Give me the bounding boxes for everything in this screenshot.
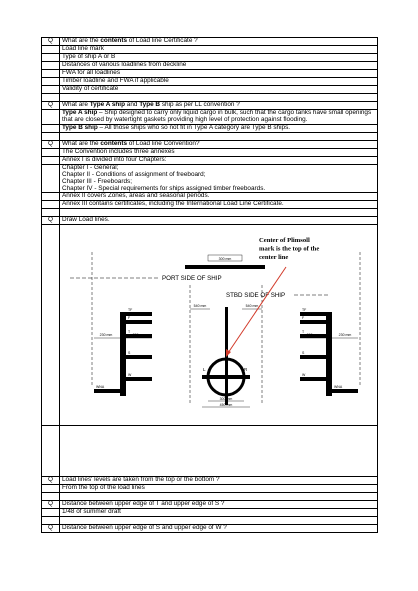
answer-left-cell	[42, 62, 60, 70]
spacer-left-cell	[42, 426, 60, 477]
answer-left-cell	[42, 78, 60, 86]
left-mark-post	[120, 312, 126, 396]
load-line-diagram	[60, 225, 378, 425]
question-text: Distance between upper edge of S and upper edge of W ?	[60, 525, 378, 533]
answer-text: The Convention includes three annexes	[60, 148, 378, 156]
answer-text: Validity of certificate	[60, 86, 378, 94]
answer-row	[42, 509, 378, 517]
dim-540-left-text: 540 mm	[193, 304, 207, 309]
left-mark-label-4: W	[128, 373, 132, 378]
answer-left-cell	[42, 54, 60, 62]
answer-text: Type of ship A or B	[60, 54, 378, 62]
answer-text: Annex III contains certificates, including the International Load Line Certificate.	[60, 201, 378, 209]
left-mark-bar-4	[126, 377, 152, 381]
answer-text: 1/48 of summer draft	[60, 509, 378, 517]
right-mark-bar-4	[300, 377, 326, 381]
answer-left-cell	[42, 485, 60, 493]
plimsoll-L: L	[203, 367, 206, 373]
answer-text: Annex II covers Zones, areas and seasonal periods.	[60, 193, 378, 201]
answer-row	[42, 485, 378, 493]
answer-text: FWA for all loadlines	[60, 70, 378, 78]
answer-text: Type B ship – All those ships who so not fit in Type A category are Type B ships.	[60, 124, 378, 132]
left-mark-label-3: S	[128, 351, 131, 356]
left-mark-bar-5	[94, 389, 120, 393]
port-side-label: PORT SIDE OF SHIP	[162, 275, 222, 283]
answer-text: Timber loadline and FWA if applicable	[60, 78, 378, 86]
dim-300-text: 300 mm	[218, 257, 232, 262]
answer-left-cell	[42, 509, 60, 517]
qa-table	[41, 37, 378, 533]
question-marker: Q	[42, 217, 60, 225]
right-mark-bar-1	[300, 320, 326, 324]
left-mark-label-2: T	[128, 330, 131, 335]
annotation-text: Center of Plimsoll mark is the top of the center line	[259, 237, 320, 262]
answer-left-cell	[42, 46, 60, 54]
right-mark-bar-5	[332, 389, 358, 393]
right-mark-label-1: F	[302, 316, 305, 321]
right-mark-label-5: WNA	[334, 385, 343, 390]
dim-450-text: 450 mm	[219, 403, 233, 408]
left-mark-bar-1	[126, 320, 152, 324]
figure-left-cell	[42, 225, 60, 426]
answer-row	[42, 164, 378, 193]
question-text: Load lines' levels are taken from the top or the bottom ?	[60, 477, 378, 485]
question-text: What are Type A ship and Type B ship as per LL convention ?	[60, 102, 378, 110]
answer-row	[42, 201, 378, 209]
right-mark-label-3: S	[302, 351, 305, 356]
left-mark-label-5: WNA	[96, 385, 105, 390]
question-marker: Q	[42, 501, 60, 509]
answer-row	[42, 124, 378, 132]
left-mark-label-0: TF	[128, 308, 133, 313]
answer-left-cell	[42, 110, 60, 125]
question-marker: Q	[42, 102, 60, 110]
answer-left-cell	[42, 164, 60, 193]
dim-300-low-text: 300 mm	[219, 397, 233, 402]
answer-left-cell	[42, 70, 60, 78]
right-mark-label-0: TF	[302, 308, 307, 313]
question-marker: Q	[42, 38, 60, 46]
right-mark-label-4: W	[302, 373, 306, 378]
stbd-side-label: STBD SIDE OF SHIP	[226, 292, 286, 300]
dim-540-right-text: 540 mm	[245, 304, 259, 309]
answer-text: From the top of the load lines	[60, 485, 378, 493]
answer-row	[42, 110, 378, 125]
answer-left-cell	[42, 148, 60, 156]
answer-row	[42, 86, 378, 94]
dim-230-r2-text: 230 mm	[338, 333, 352, 338]
figure-cell	[60, 225, 378, 426]
plimsoll-R: R	[244, 367, 248, 373]
right-mark-bar-3	[300, 355, 326, 359]
left-mark-label-1: F	[128, 316, 131, 321]
question-marker: Q	[42, 525, 60, 533]
answer-left-cell	[42, 86, 60, 94]
dim-230-l2-text: 230 mm	[132, 333, 146, 338]
question-text: Draw Load lines.	[60, 217, 378, 225]
annotation-arrow	[228, 267, 286, 353]
spacer-row	[42, 426, 378, 477]
spacer-cell	[60, 426, 378, 477]
question-text: What are the contents of Load line Certificate ?	[60, 38, 378, 46]
question-row	[42, 525, 378, 533]
deck-line-mark	[185, 265, 265, 269]
answer-left-cell	[42, 201, 60, 209]
dim-230-l1-text: 230 mm	[99, 333, 113, 338]
answer-text: Annex I is divided into four Chapters:	[60, 156, 378, 164]
question-text: What are the contents of Load line Convention?	[60, 140, 378, 148]
question-text: Distance between upper edge of T and upper edge of S ?	[60, 501, 378, 509]
answer-text: Load line mark	[60, 46, 378, 54]
answer-text: Type A ship – Ship designed to carry only liquid cargo in bulk, such that the cargo tanks have small openings that are closed by watertight gaskets providing high level of protection against flooding.	[60, 110, 378, 125]
answer-left-cell	[42, 193, 60, 201]
question-marker: Q	[42, 477, 60, 485]
plimsoll-bar	[202, 375, 250, 379]
left-mark-bar-3	[126, 355, 152, 359]
question-marker: Q	[42, 140, 60, 148]
answer-text: Chapter I - General; Chapter II - Conditions of assignment of freeboard; Chapter III - Freeboards; Chapter IV - Special requirements for ships assigned timber freeboards.	[60, 164, 378, 193]
question-row	[42, 217, 378, 225]
answer-text: Distances of various loadlines from deckline	[60, 62, 378, 70]
right-mark-label-2: T	[302, 330, 305, 335]
answer-left-cell	[42, 156, 60, 164]
right-mark-post	[326, 312, 332, 396]
figure-row	[42, 225, 378, 426]
answer-left-cell	[42, 124, 60, 132]
dim-230-r1-text: 230 mm	[306, 333, 320, 338]
